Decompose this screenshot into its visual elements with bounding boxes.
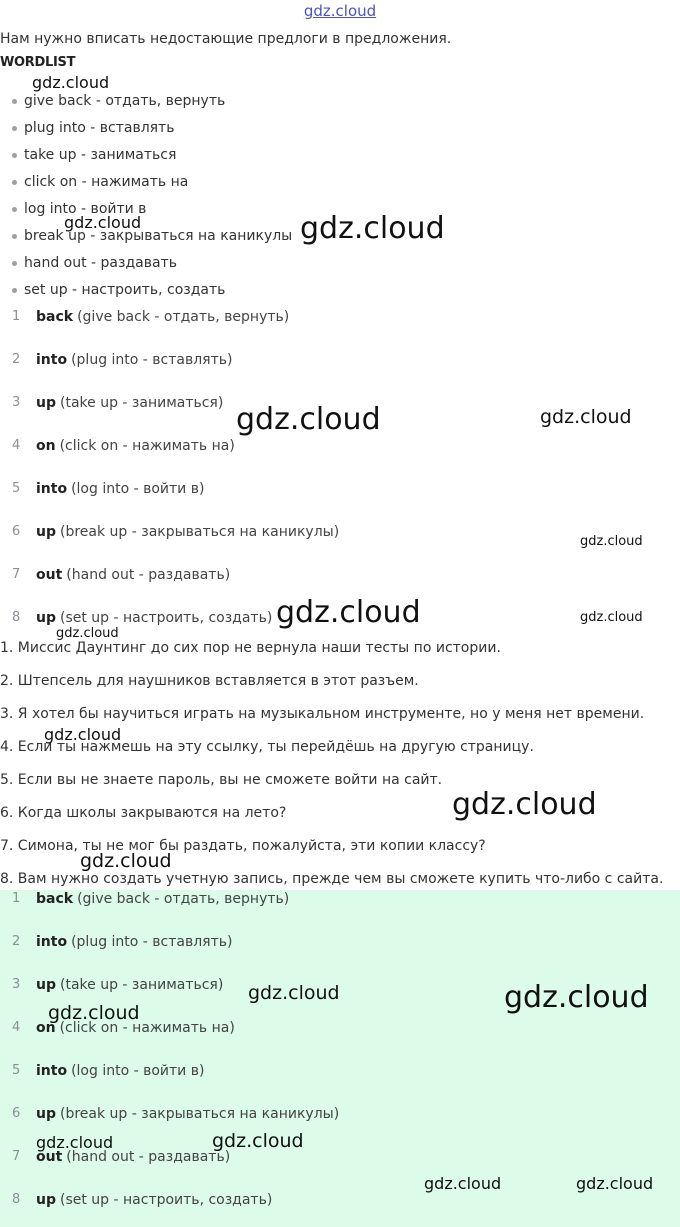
bullet-icon — [12, 99, 17, 104]
answer-row: 6 up (break up - закрываться на каникулы) — [12, 1106, 340, 1122]
translation-item: 3. Я хотел бы научиться играть на музыкальном инструменте, но у меня нет времени. — [0, 706, 645, 722]
watermark: gdz.cloud — [540, 406, 632, 428]
answer-row: 8 up (set up - настроить, создать) — [12, 610, 273, 626]
wordlist-item: log into - войти в — [12, 200, 292, 227]
bullet-icon — [12, 126, 17, 131]
watermark: gdz.cloud — [56, 626, 119, 641]
answer-row: 5 into (log into - войти в) — [12, 1063, 205, 1079]
wordlist-item: take up - заниматься — [12, 146, 292, 173]
watermark: gdz.cloud — [64, 213, 142, 232]
translation-item: 6. Когда школы закрываются на лето? — [0, 805, 287, 821]
watermark: gdz.cloud — [248, 982, 340, 1004]
bullet-icon — [12, 153, 17, 158]
answer-row: 1 back (give back - отдать, вернуть) — [12, 891, 290, 907]
watermark: gdz.cloud — [300, 211, 445, 246]
answer-row: 7 out (hand out - раздавать) — [12, 567, 231, 583]
answer-row: 1 back (give back - отдать, вернуть) — [12, 309, 290, 325]
answer-row: 4 on (click on - нажимать на) — [12, 1020, 235, 1036]
watermark: gdz.cloud — [80, 850, 172, 872]
watermark: gdz.cloud — [48, 1002, 140, 1024]
answer-row: 3 up (take up - заниматься) — [12, 977, 224, 993]
wordlist-item: click on - нажимать на — [12, 173, 292, 200]
watermark: gdz.cloud — [424, 1174, 502, 1193]
translation-item: 4. Если ты нажмешь на эту ссылку, ты перейдёшь на другую страницу. — [0, 739, 534, 755]
intro-text: Нам нужно вписать недостающие предлоги в предложения. — [0, 31, 452, 47]
watermark: gdz.cloud — [236, 402, 381, 437]
wordlist-item: plug into - вставлять — [12, 119, 292, 146]
watermark: gdz.cloud — [580, 534, 643, 549]
answer-row: 3 up (take up - заниматься) — [12, 395, 224, 411]
answer-row: 2 into (plug into - вставлять) — [12, 934, 233, 950]
watermark: gdz.cloud — [576, 1174, 654, 1193]
wordlist-item: break up - закрываться на каникулы — [12, 227, 292, 254]
answer-row: 8 up (set up - настроить, создать) — [12, 1192, 273, 1208]
bullet-icon — [12, 234, 17, 239]
bullet-icon — [12, 180, 17, 185]
wordlist — [12, 92, 292, 308]
bullet-icon — [12, 207, 17, 212]
answer-row: 4 on (click on - нажимать на) — [12, 438, 235, 454]
answer-row: 5 into (log into - войти в) — [12, 481, 205, 497]
watermark: gdz.cloud — [504, 980, 649, 1015]
translation-item: 5. Если вы не знаете пароль, вы не сможете войти на сайт. — [0, 772, 443, 788]
translation-item: 1. Миссис Даунтинг до сих пор не вернула наши тесты по истории. — [0, 640, 501, 656]
watermark: gdz.cloud — [212, 1130, 304, 1152]
translation-item: 8. Вам нужно создать учетную запись, прежде чем вы сможете купить что-либо с сайта. — [0, 871, 664, 887]
watermark: gdz.cloud — [36, 1133, 114, 1152]
watermark: gdz.cloud — [276, 595, 421, 630]
watermark: gdz.cloud — [44, 725, 122, 744]
bullet-icon — [12, 261, 17, 266]
wordlist-item: hand out - раздавать — [12, 254, 292, 281]
wordlist-item: set up - настроить, создать — [12, 281, 292, 308]
answer-row: 2 into (plug into - вставлять) — [12, 352, 233, 368]
wordlist-title: WORDLIST — [0, 55, 76, 70]
watermark: gdz.cloud — [580, 610, 643, 625]
top-watermark-link[interactable]: gdz.cloud — [303, 2, 377, 20]
bullet-icon — [12, 288, 17, 293]
answer-row: 7 out (hand out - раздавать) — [12, 1149, 231, 1165]
watermark: gdz.cloud — [452, 787, 597, 822]
translation-item: 7. Симона, ты не мог бы раздать, пожалуйста, эти копии классу? — [0, 838, 486, 854]
wordlist-item: give back - отдать, вернуть — [12, 92, 292, 119]
translation-item: 2. Штепсель для наушников вставляется в этот разъем. — [0, 673, 419, 689]
watermark: gdz.cloud — [32, 73, 110, 92]
answer-row: 6 up (break up - закрываться на каникулы) — [12, 524, 340, 540]
